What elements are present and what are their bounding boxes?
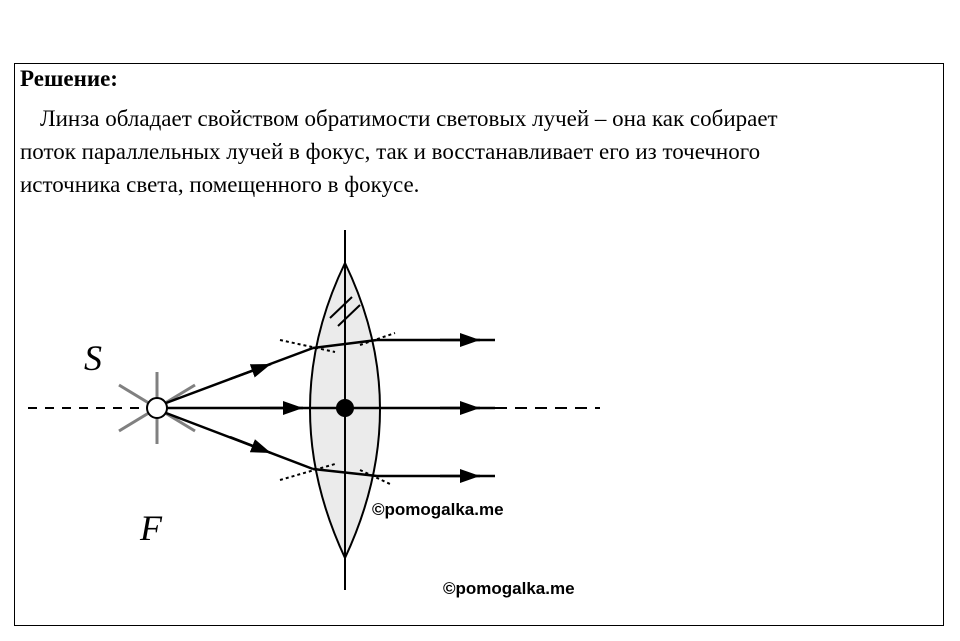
solution-heading: Решение: bbox=[20, 66, 118, 91]
point-source bbox=[147, 398, 167, 418]
label-source: S bbox=[84, 338, 102, 378]
arrow-upper-incident bbox=[230, 364, 271, 379]
text-line-3: источника света, помещенного в фокусе. bbox=[20, 172, 420, 197]
text-line-2: поток параллельных лучей в фокус, так и восстанавливает его из точечного bbox=[20, 139, 761, 164]
arrow-lower-incident bbox=[230, 437, 271, 453]
watermark-1: ©pomogalka.me bbox=[372, 500, 504, 519]
watermark-2: ©pomogalka.me bbox=[443, 579, 575, 598]
label-focus: F bbox=[140, 508, 162, 548]
text-line-1: Линза обладает свойством обратимости световых лучей – она как собирает bbox=[40, 106, 778, 131]
